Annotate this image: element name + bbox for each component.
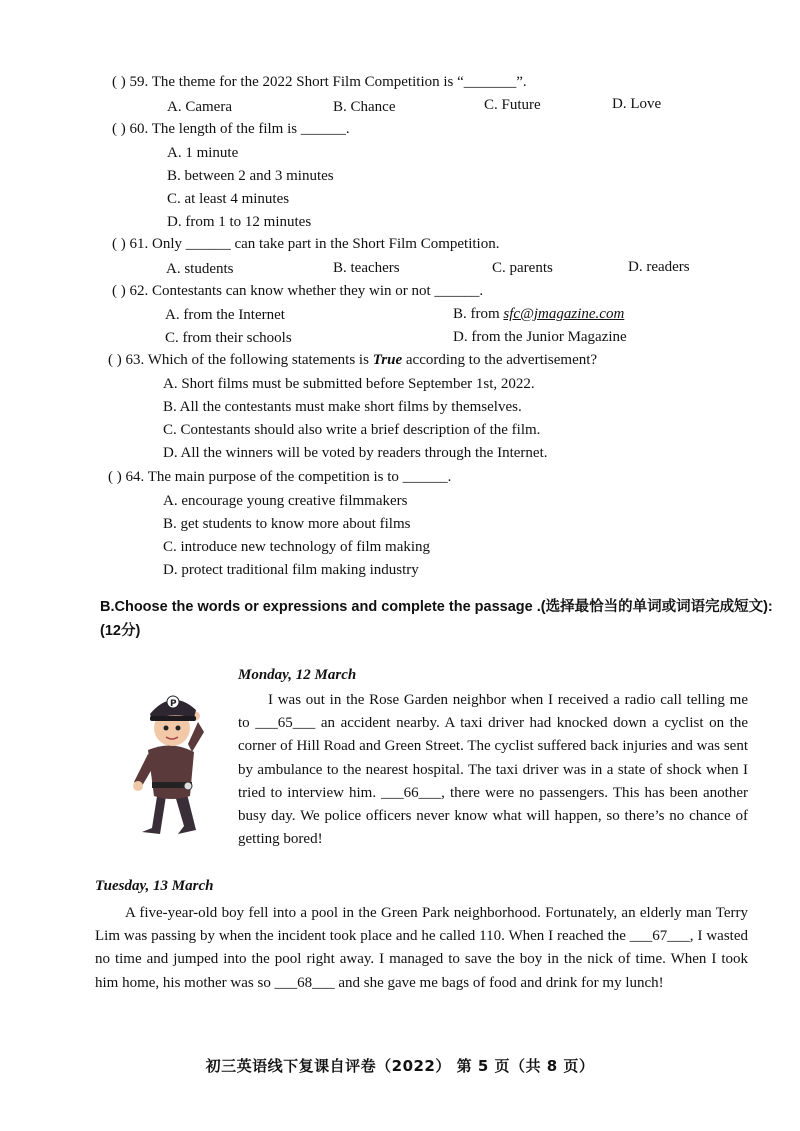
question-59-stem: ( ) 59. The theme for the 2022 Short Film Competition is “_______”.: [112, 74, 527, 90]
q60-option-c[interactable]: C. at least 4 minutes: [167, 191, 290, 207]
diary-date-tuesday: Tuesday, 13 March: [95, 878, 214, 894]
q63-option-b[interactable]: B. All the contestants must make short films by themselves.: [163, 399, 522, 415]
q63-stem-pre: ( ) 63. Which of the following statements is: [108, 352, 373, 368]
q61-option-d[interactable]: D. readers: [628, 259, 690, 275]
q64-option-c[interactable]: C. introduce new technology of film making: [163, 539, 431, 555]
q60-option-a[interactable]: A. 1 minute: [167, 145, 239, 161]
q60-option-b[interactable]: B. between 2 and 3 minutes: [167, 168, 334, 184]
q61-option-b[interactable]: B. teachers: [333, 260, 400, 276]
email-link[interactable]: sfc@jmagazine.com: [503, 306, 625, 322]
diary-text-tuesday: A five-year-old boy fell into a pool in the Green Park neighborhood. Fortunately, an elderly man Terry Lim was passing by when the incident took place and he called 110. When I reached the ___67___, I wasted no time and jumped into the pool right away. I managed to save the boy in the nick of time. When I took him home, his mother was so ___68___ and she gave me bags of food and drink for my lunch!: [95, 905, 748, 991]
police-officer-icon: [118, 678, 228, 838]
diary-date-monday: Monday, 12 March: [238, 667, 357, 683]
q59-option-c[interactable]: C. Future: [484, 97, 541, 113]
question-60-stem: ( ) 60. The length of the film is ______.: [112, 121, 350, 137]
q62-option-a[interactable]: A. from the Internet: [165, 307, 285, 323]
q59-option-d[interactable]: D. Love: [612, 96, 662, 112]
q59-option-a[interactable]: A. Camera: [167, 99, 232, 115]
question-64-stem: ( ) 64. The main purpose of the competition is to ______.: [108, 469, 452, 485]
svg-text:P: P: [170, 699, 177, 709]
question-61-stem: ( ) 61. Only ______ can take part in the Short Film Competition.: [112, 236, 500, 252]
q63-stem-post: according to the advertisement?: [402, 352, 598, 368]
question-63-stem: [108, 352, 597, 369]
q63-option-a[interactable]: A. Short films must be submitted before September 1st, 2022.: [163, 376, 535, 392]
q62-option-b[interactable]: [453, 306, 624, 323]
q64-option-a[interactable]: A. encourage young creative filmmakers: [163, 493, 408, 509]
q63-option-d[interactable]: D. All the winners will be voted by readers through the Internet.: [163, 445, 548, 461]
q62-option-b-label: B. from: [453, 306, 504, 322]
q60-option-d[interactable]: D. from 1 to 12 minutes: [167, 214, 312, 230]
q64-option-d[interactable]: D. protect traditional film making industry: [163, 562, 419, 578]
q62-option-c[interactable]: C. from their schools: [165, 330, 292, 346]
police-officer-illustration: [118, 678, 228, 838]
q61-option-c[interactable]: C. parents: [492, 260, 553, 276]
q62-option-d[interactable]: D. from the Junior Magazine: [453, 329, 627, 345]
page-footer: 初三英语线下复课自评卷（2022） 第 5 页（共 8 页）: [205, 1057, 595, 1075]
q64-option-b[interactable]: B. get students to know more about films: [163, 516, 411, 532]
diary-text-monday: I was out in the Rose Garden neighbor when I received a radio call telling me to ___65___ an accident nearby. A taxi driver had knocked down a cyclist on the corner of Hill Road and Green Street. The cyclist suffered back injuries and was sent by ambulance to the nearest hospital. The taxi driver was in a state of shock when I tried to interview him. ___66___, there were no passengers. This has been another busy day. We police officers never know what will happen, so there’s no chance of getting bored!: [238, 692, 748, 848]
q59-option-b[interactable]: B. Chance: [333, 99, 396, 115]
section-b-heading: B.Choose the words or expressions and complete the passage .(选择最恰当的单词或词语完成短文): (12分): [100, 599, 773, 639]
q61-option-a[interactable]: A. students: [166, 261, 234, 277]
q63-stem-emphasis: True: [372, 352, 403, 368]
question-62-stem: ( ) 62. Contestants can know whether they win or not ______.: [112, 283, 484, 299]
q63-option-c[interactable]: C. Contestants should also write a brief description of the film.: [163, 422, 541, 438]
